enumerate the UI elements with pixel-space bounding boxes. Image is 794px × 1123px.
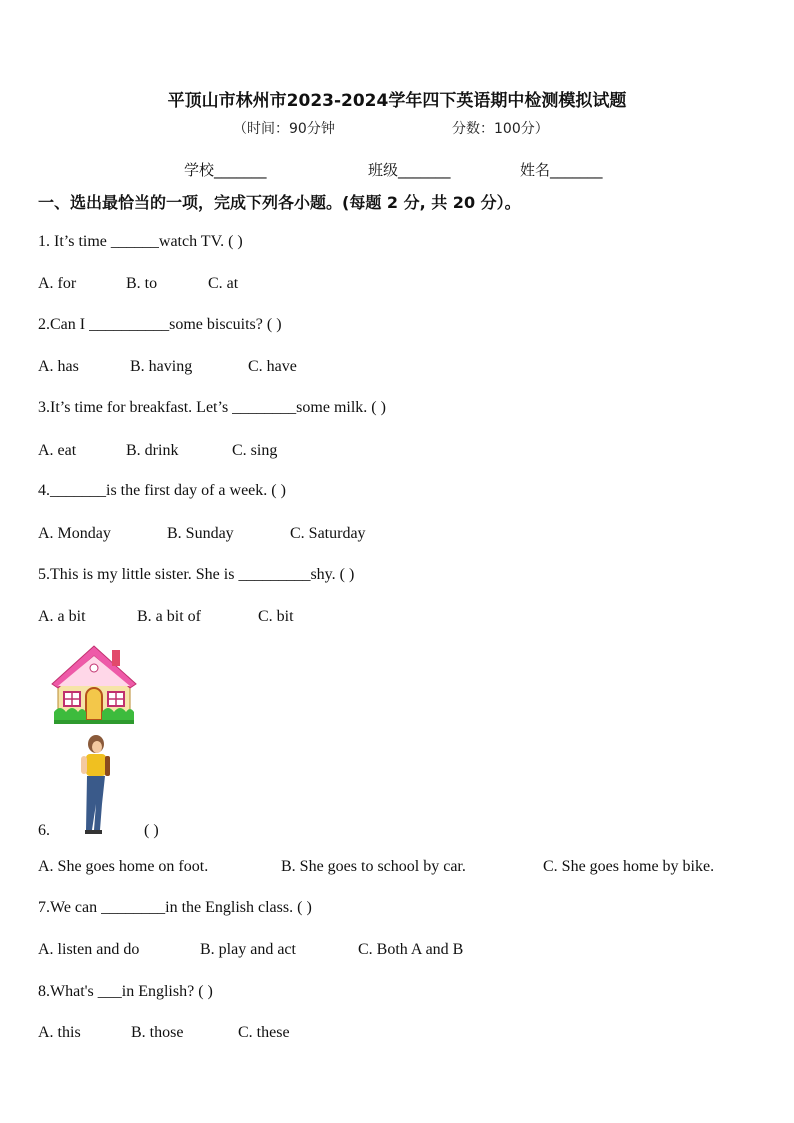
- question-2: 2.Can I __________some biscuits? ( ): [38, 316, 282, 333]
- question-5: 5.This is my little sister. She is _________shy. ( ): [38, 566, 355, 583]
- question-4: 4._______is the first day of a week. ( ): [38, 482, 286, 499]
- q4-option-b[interactable]: B. Sunday: [167, 525, 234, 542]
- q4-option-c[interactable]: C. Saturday: [290, 525, 366, 542]
- question-6: 6.: [38, 822, 50, 839]
- q2-option-b[interactable]: B. having: [130, 358, 193, 375]
- q7-option-c[interactable]: C. Both A and B: [358, 941, 464, 958]
- house-illustration: [50, 640, 138, 728]
- q4-option-a[interactable]: A. Monday: [38, 525, 111, 542]
- question-3: 3.It’s time for breakfast. Let’s ________some milk. ( ): [38, 399, 386, 416]
- q6-option-c[interactable]: C. She goes home by bike.: [543, 858, 715, 875]
- q6-option-b[interactable]: B. She goes to school by car.: [281, 858, 466, 875]
- q8-option-c[interactable]: C. these: [238, 1024, 290, 1041]
- q3-option-a[interactable]: A. eat: [38, 442, 77, 459]
- exam-time: （时间：90分钟: [233, 121, 335, 137]
- question-8: 8.What's ___in English? ( ): [38, 983, 213, 1000]
- q2-option-c[interactable]: C. have: [248, 358, 297, 375]
- q5-option-b[interactable]: B. a bit of: [137, 608, 201, 625]
- q6-option-a[interactable]: A. She goes home on foot.: [38, 858, 209, 875]
- question-1: 1. It’s time ______watch TV. ( ): [38, 233, 243, 250]
- q5-option-c[interactable]: C. bit: [258, 608, 294, 625]
- section-heading: 一、选出最恰当的一项，完成下列各小题。(每题 2 分, 共 20 分）。: [38, 193, 521, 212]
- q3-option-b[interactable]: B. drink: [126, 442, 179, 459]
- question-7: 7.We can ________in the English class. ( ): [38, 899, 312, 916]
- q1-option-a[interactable]: A. for: [38, 275, 77, 292]
- q7-option-b[interactable]: B. play and act: [200, 941, 296, 958]
- school-field[interactable]: 学校_______: [184, 161, 267, 179]
- class-field[interactable]: 班级_______: [368, 161, 451, 179]
- exam-score: 分数：100分）: [452, 121, 549, 137]
- q7-option-a[interactable]: A. listen and do: [38, 941, 140, 958]
- q1-option-b[interactable]: B. to: [126, 275, 158, 292]
- walking-girl-illustration: [76, 734, 116, 838]
- q6-answer-blank: ( ): [144, 822, 159, 839]
- q5-option-a[interactable]: A. a bit: [38, 608, 86, 625]
- name-field[interactable]: 姓名_______: [520, 161, 603, 179]
- q3-option-c[interactable]: C. sing: [232, 442, 278, 459]
- q8-option-a[interactable]: A. this: [38, 1024, 81, 1041]
- q8-option-b[interactable]: B. those: [131, 1024, 184, 1041]
- q2-option-a[interactable]: A. has: [38, 358, 79, 375]
- q1-option-c[interactable]: C. at: [208, 275, 239, 292]
- exam-title: 平顶山市林州市2023-2024学年四下英语期中检测模拟试题: [167, 91, 627, 111]
